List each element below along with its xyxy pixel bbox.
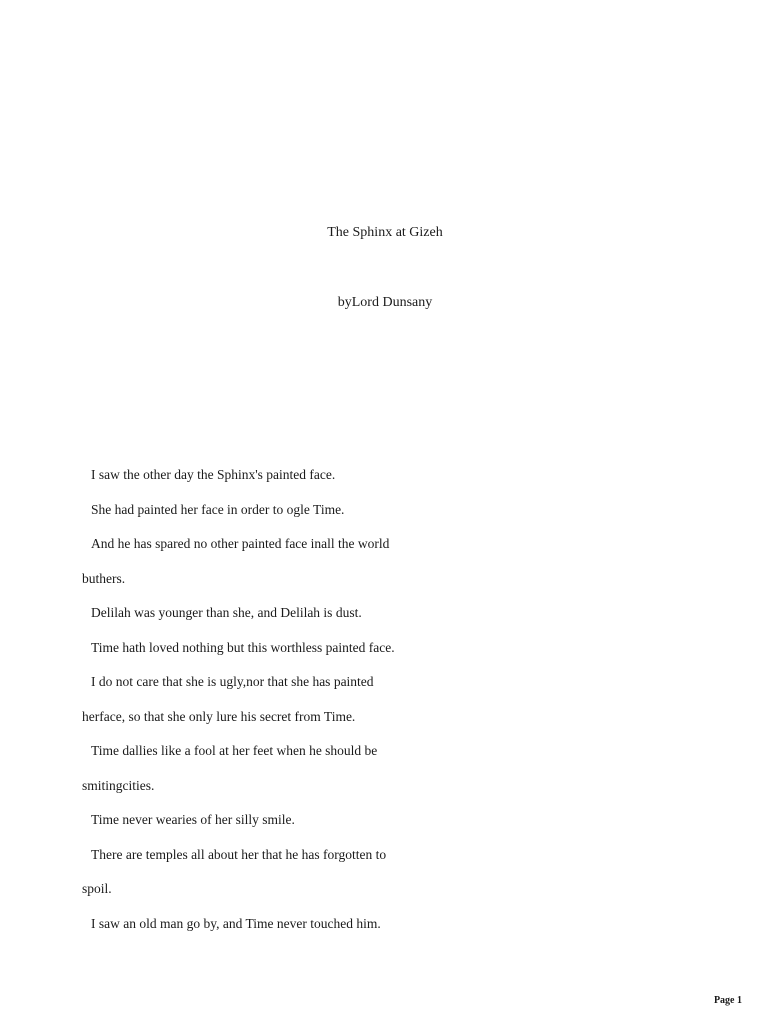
text-line: Delilah was younger than she, and Delilah is dust. [91, 605, 362, 620]
text-line: There are temples all about her that he has forgotten to [91, 846, 387, 862]
text-line: Time hath loved nothing but this worthless painted face. [91, 639, 395, 655]
text-line: I do not care that she is ugly,nor that she has painted [91, 674, 374, 689]
poem-body [82, 466, 442, 949]
text-line: herface, so that she only lure his secret from Time. [82, 708, 356, 724]
text-line: Time never wearies of her silly smile. [91, 812, 295, 827]
text-line: I saw the other day the Sphinx's painted face. [91, 467, 336, 482]
document-title: The Sphinx at Gizeh [327, 225, 443, 240]
text-line: buthers. [82, 570, 126, 586]
text-line: I saw an old man go by, and Time never touched him. [91, 915, 381, 931]
text-line: smitingcities. [82, 777, 155, 793]
text-line: She had painted her face in order to ogle Time. [91, 501, 345, 517]
text-line: And he has spared no other painted face inall the world [91, 536, 390, 551]
document-byline: byLord Dunsany [337, 295, 433, 310]
page-number: Page 1 [713, 995, 742, 1006]
text-line: Time dallies like a fool at her feet when he should be [91, 743, 378, 758]
text-line: spoil. [82, 881, 112, 896]
